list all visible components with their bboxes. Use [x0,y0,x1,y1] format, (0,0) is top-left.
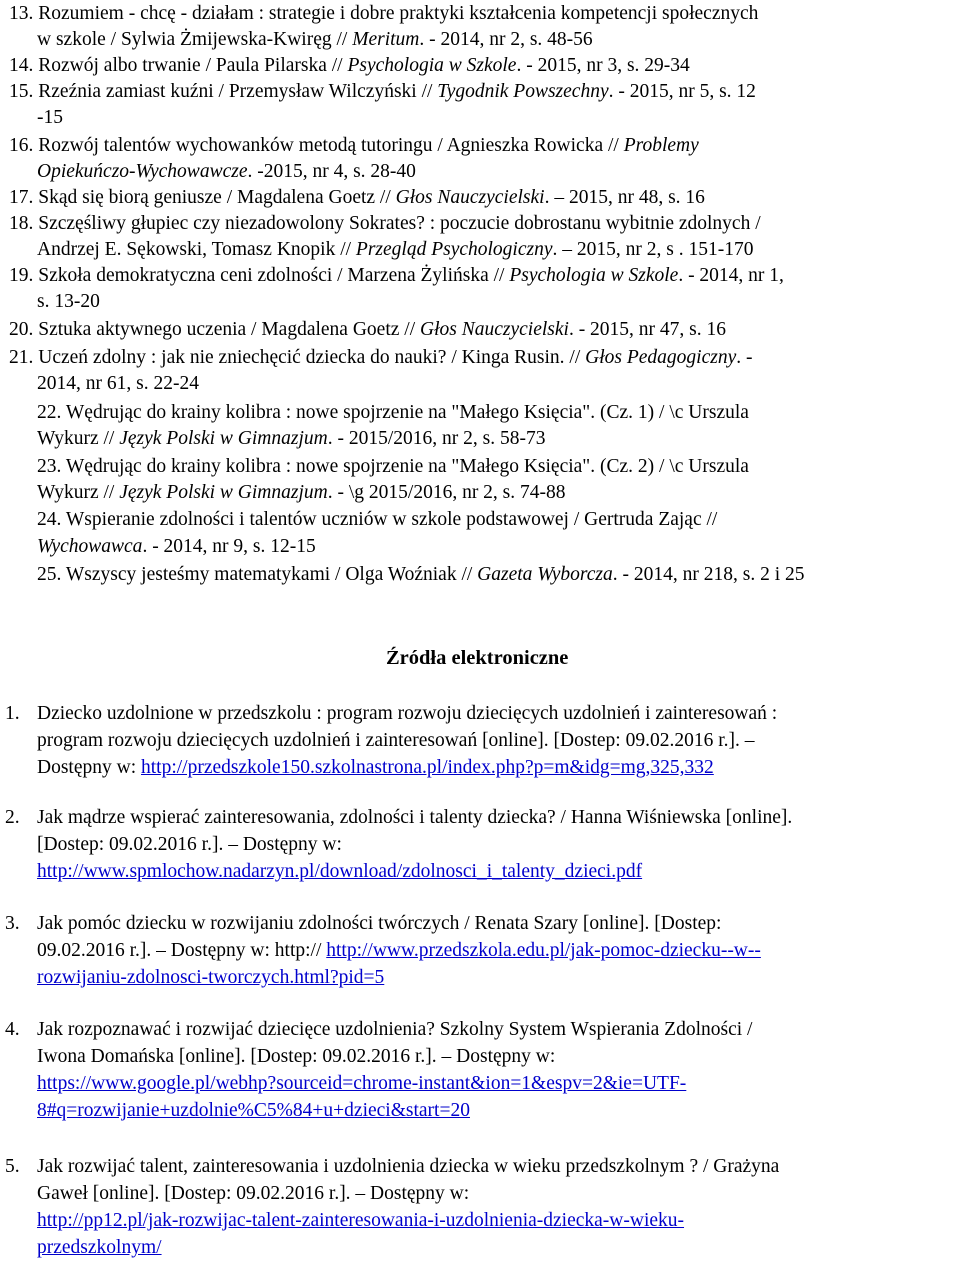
bibliography-entry-25: 25. Wszyscy jesteśmy matematykami / Olga Woźniak // Gazeta Wyborcza. - 2014, nr 218, s. 2 i 25 [37,564,805,585]
journal-title: Psychologia w Szkole [509,265,679,286]
source-link[interactable]: http://www.spmlochow.nadarzyn.pl/download/zdolnosci_i_talenty_dzieci.pdf [37,861,643,882]
entry-number: 5. [5,1156,20,1177]
bibliography-entry-13-cont: w szkole / Sylwia Żmijewska-Kwiręg // Meritum. - 2014, nr 2, s. 48-56 [37,29,593,50]
source-entry-3-line-3 [37,966,384,990]
source-entry-4: 4. Jak rozpoznawać i rozwijać dziecięce uzdolnienia? Szkolny System Wspierania Zdolności / [5,1019,753,1040]
source-entry-1-line-3: Dostępny w: http://przedszkole150.szkolnastrona.pl/index.php?p=m&idg=mg,325,332 [37,757,714,778]
source-link-cont[interactable]: rozwijaniu-zdolnosci-tworczych.html?pid=5 [37,967,385,988]
entry-text: Rozumiem - chcę - działam : strategie i dobre praktyki kształcenia kompetencji społecznych [38,3,759,24]
entry-number: 19. [9,265,34,286]
journal-title: Meritum [352,29,420,50]
entry-number: 1. [5,703,20,724]
source-entry-3-line-2: 09.02.2016 r.]. – Dostępny w: http:// http://www.przedszkola.edu.pl/jak-pomoc-dziecku--w-- [37,940,761,961]
entry-number: 3. [5,913,20,934]
journal-title: Przegląd Psychologiczny [355,239,553,260]
bibliography-entry-16: 16. Rozwój talentów wychowanków metodą tutoringu / Agnieszka Rowicka // Problemy [9,135,699,156]
bibliography-entry-16-cont: Opiekuńczo-Wychowawcze. -2015, nr 4, s. 28-40 [37,161,416,182]
source-entry-2-line-2: [Dostep: 09.02.2016 r.]. – Dostępny w: [37,834,342,855]
entry-number: 2. [5,807,20,828]
entry-number: 15. [9,81,34,102]
source-entry-4-line-4 [37,1099,470,1123]
bibliography-entry-15: 15. Rzeźnia zamiast kuźni / Przemysław Wilczyński // Tygodnik Powszechny. - 2015, nr 5, s. 12 [9,81,756,102]
journal-title: Problemy [623,135,699,156]
source-entry-1: 1. Dziecko uzdolnione w przedszkolu : program rozwoju dziecięcych uzdolnień i zainteresowań : [5,703,778,724]
bibliography-entry-14: 14. Rozwój albo trwanie / Paula Pilarska // Psychologia w Szkole. - 2015, nr 3, s. 29-34 [9,55,690,76]
entry-number: 14. [9,55,34,76]
journal-title: Język Polski w Gimnazjum [119,482,328,503]
entry-number: 22. [37,402,62,423]
bibliography-entry-18-cont: Andrzej E. Sękowski, Tomasz Knopik // Przegląd Psychologiczny. – 2015, nr 2, s . 151-170 [37,239,754,260]
bibliography-entry-20: 20. Sztuka aktywnego uczenia / Magdalena Goetz // Głos Nauczycielski. - 2015, nr 47, s. 16 [9,319,727,340]
source-entry-5-line-3 [37,1209,684,1233]
source-entry-2: 2. Jak mądrze wspierać zainteresowania, zdolności i talenty dziecka? / Hanna Wiśniewska [online]. [5,807,793,828]
section-heading: Źródła elektroniczne [386,647,569,669]
bibliography-entry-21: 21. Uczeń zdolny : jak nie zniechęcić dziecka do nauki? / Kinga Rusin. // Głos Pedagogiczny. - [9,347,753,368]
journal-title: Język Polski w Gimnazjum [119,428,328,449]
source-entry-5-line-2: Gaweł [online]. [Dostep: 09.02.2016 r.]. – Dostępny w: [37,1183,470,1204]
bibliography-entry-22-cont: Wykurz // Język Polski w Gimnazjum. - 2015/2016, nr 2, s. 58-73 [37,428,546,449]
entry-number: 13. [9,3,34,24]
bibliography-entry-23-cont: Wykurz // Język Polski w Gimnazjum. - \g 2015/2016, nr 2, s. 74-88 [37,482,566,503]
bibliography-entry-13 [9,2,758,26]
source-entry-1-line-2: program rozwoju dziecięcych uzdolnień i zainteresowań [online]. [Dostep: 09.02.2016 r.]. – [37,730,755,751]
entry-number: 25. [37,564,62,585]
journal-title: Gazeta Wyborcza [477,564,613,585]
bibliography-entry-24-cont: Wychowawca. - 2014, nr 9, s. 12-15 [37,536,316,557]
entry-number: 20. [9,319,34,340]
journal-title: Wychowawca [37,536,143,557]
source-link[interactable]: http://www.przedszkola.edu.pl/jak-pomoc-dziecku--w-- [326,940,761,961]
journal-title: Tygodnik Powszechny [437,81,609,102]
bibliography-entry-15-cont: -15 [37,107,63,128]
journal-title: Psychologia w Szkole [347,55,517,76]
source-link-cont[interactable]: 8#q=rozwijanie+uzdolnie%C5%84+u+dzieci&start=20 [37,1100,470,1121]
source-entry-2-line-3 [37,860,642,884]
entry-number: 24. [37,509,62,530]
bibliography-entry-22: 22. Wędrując do krainy kolibra : nowe spojrzenie na "Małego Księcia". (Cz. 1) / \c Urszula [37,402,749,423]
source-entry-4-line-2: Iwona Domańska [online]. [Dostep: 09.02.2016 r.]. – Dostępny w: [37,1046,556,1067]
bibliography-entry-19-cont: s. 13-20 [37,291,100,312]
bibliography-entry-23: 23. Wędrując do krainy kolibra : nowe spojrzenie na "Małego Księcia". (Cz. 2) / \c Urszula [37,456,749,477]
journal-title: Głos Nauczycielski [395,187,545,208]
source-entry-4-line-3 [37,1072,686,1096]
entry-number: 18. [9,213,34,234]
source-entry-3: 3. Jak pomóc dziecku w rozwijaniu zdolności twórczych / Renata Szary [online]. [Dostep: [5,913,722,934]
source-link-cont[interactable]: przedszkolnym/ [37,1237,162,1258]
bibliography-entry-21-cont: 2014, nr 61, s. 22-24 [37,373,199,394]
entry-number: 16. [9,135,34,156]
bibliography-entry-18: 18. Szczęśliwy głupiec czy niezadowolony Sokrates? : poczucie dobrostanu wybitnie zdolnych / [9,213,761,234]
journal-title: Głos Nauczycielski [420,319,569,340]
entry-number: 21. [9,347,34,368]
entry-number: 17. [9,187,34,208]
source-link[interactable]: http://przedszkole150.szkolnastrona.pl/index.php?p=m&idg=mg,325,332 [141,757,714,778]
bibliography-entry-24: 24. Wspieranie zdolności i talentów uczniów w szkole podstawowej / Gertruda Zając // [37,509,718,530]
source-link[interactable]: https://www.google.pl/webhp?sourceid=chrome-instant&ion=1&espv=2&ie=UTF- [37,1073,687,1094]
source-link[interactable]: http://pp12.pl/jak-rozwijac-talent-zainteresowania-i-uzdolnienia-dziecka-w-wieku- [37,1210,685,1231]
source-entry-5-line-4 [37,1236,162,1260]
journal-title: Głos Pedagogiczny [585,347,737,368]
entry-number: 23. [37,456,62,477]
bibliography-entry-17: 17. Skąd się biorą geniusze / Magdalena Goetz // Głos Nauczycielski. – 2015, nr 48, s. 16 [9,187,705,208]
source-entry-5: 5. Jak rozwijać talent, zainteresowania i uzdolnienia dziecka w wieku przedszkolnym ? / Grażyna [5,1156,780,1177]
entry-number: 4. [5,1019,20,1040]
bibliography-entry-19: 19. Szkoła demokratyczna ceni zdolności / Marzena Żylińska // Psychologia w Szkole. - 2014, nr 1, [9,265,784,286]
